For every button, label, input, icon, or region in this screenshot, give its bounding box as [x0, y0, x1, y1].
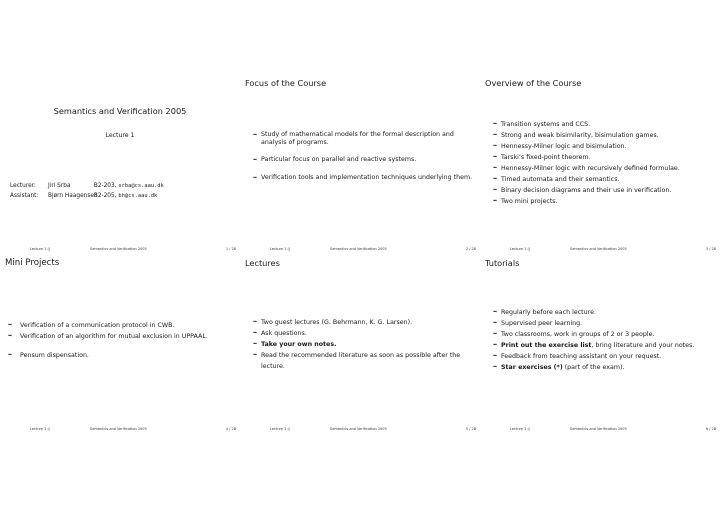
role-label: Lecturer:	[10, 183, 36, 189]
course-title: Semantics and Verification 2005	[53, 106, 187, 116]
footer-course: Semantics and Verification 2005	[570, 427, 627, 431]
person-name: Jiri Srba	[48, 183, 71, 189]
slide-heading: Focus of the Course	[245, 78, 327, 88]
arrow-bullet-icon: ➥	[493, 320, 498, 326]
room: B2-203,	[93, 183, 117, 189]
footer-page-number: 5 / 28	[465, 427, 476, 431]
arrow-bullet-icon: ➥	[493, 121, 498, 127]
footer-course: Semantics and Verification 2005	[90, 247, 147, 251]
list-item: ➥ Star exercises (*) (part of the exam).	[493, 364, 625, 371]
list-item: ➥ Take your own notes.	[253, 341, 337, 348]
arrow-bullet-icon: ➥	[8, 322, 13, 328]
list-item: ➥ Two mini projects.	[493, 198, 558, 205]
footer-course: Semantics and Verification 2005	[330, 427, 387, 431]
footer-lecture: Lecture 1 ()	[30, 427, 51, 431]
list-item: ➥ Verification of an algorithm for mutual exclusion in UPPAAL.	[8, 333, 208, 340]
arrow-bullet-icon: ➥	[253, 352, 258, 358]
footer-page-number: 6 / 28	[705, 427, 716, 431]
slide-lectures	[240, 255, 480, 431]
arrow-bullet-icon: ➥	[493, 198, 498, 204]
arrow-bullet-icon: ➥	[493, 154, 498, 160]
arrow-bullet-icon: ➥	[253, 157, 258, 163]
lecture-number: Lecture 1	[105, 132, 135, 139]
list-item: ➥ Print out the exercise list, bring literature and your notes.	[493, 342, 695, 349]
arrow-bullet-icon: ➥	[493, 132, 498, 138]
slide-overview	[480, 75, 720, 251]
list-item: ➥ Two classrooms, work in groups of 2 or 3 people.	[493, 331, 655, 338]
person-name: Bjørn Haagensen	[48, 193, 98, 199]
arrow-bullet-icon: ➥	[8, 333, 13, 339]
arrow-bullet-icon: ➥	[8, 352, 13, 358]
bullet-list	[240, 131, 478, 182]
slide-footer	[0, 427, 240, 435]
arrow-bullet-icon: ➥	[493, 331, 498, 337]
slide-focus	[240, 75, 480, 251]
email-link[interactable]: srba@cs.aau.dk	[118, 183, 164, 189]
assistant-row	[10, 191, 164, 201]
lecturer-row	[10, 181, 164, 191]
footer-course: Semantics and Verification 2005	[570, 247, 627, 251]
staff-list	[10, 181, 164, 201]
slide-mini-projects	[0, 255, 240, 431]
slide-footer	[480, 247, 720, 255]
list-item: ➥ Hennessy-Milner logic and bisimulation.	[493, 143, 627, 150]
arrow-bullet-icon: ➥	[253, 341, 258, 347]
slide-footer	[240, 247, 480, 255]
list-item: ➥ Verification tools and implementation techniques underlying them.	[253, 174, 473, 181]
slide-heading: Tutorials	[485, 258, 520, 268]
room: B2-205,	[93, 193, 117, 199]
slide-title	[0, 75, 240, 251]
role-label: Assistant:	[10, 193, 39, 199]
list-item: ➥ Particular focus on parallel and reactive systems.	[253, 156, 417, 163]
bullet-list	[480, 307, 718, 373]
slide-heading: Overview of the Course	[485, 78, 582, 88]
footer-page-number: 4 / 28	[225, 427, 236, 431]
footer-course: Semantics and Verification 2005	[330, 247, 387, 251]
arrow-bullet-icon: ➥	[493, 143, 498, 149]
footer-page-number: 3 / 28	[705, 247, 716, 251]
list-item: ➥ Binary decision diagrams and their use in verification.	[493, 187, 672, 194]
list-item: ➥ Pensum dispensation.	[8, 352, 89, 359]
list-item: ➥ Verification of a communication protocol in CWB.	[8, 322, 175, 329]
list-item: ➥ Supervised peer learning.	[493, 320, 583, 327]
list-item: ➥ Regularly before each lecture.	[493, 309, 596, 316]
arrow-bullet-icon: ➥	[253, 175, 258, 181]
arrow-bullet-icon: ➥	[253, 330, 258, 336]
slide-footer	[480, 427, 720, 435]
arrow-bullet-icon: ➥	[493, 353, 498, 359]
list-item: ➥ Study of mathematical models for the formal description and analysis of programs.	[253, 131, 454, 146]
arrow-bullet-icon: ➥	[253, 319, 258, 325]
list-item: ➥ Feedback from teaching assistant on your request.	[493, 353, 662, 360]
slide-footer	[240, 427, 480, 435]
arrow-bullet-icon: ➥	[493, 364, 498, 370]
list-item: ➥ Strong and weak bisimilarity, bisimulation games.	[493, 132, 659, 139]
arrow-bullet-icon: ➥	[253, 132, 258, 138]
slide-heading: Mini Projects	[5, 258, 60, 268]
list-item: ➥ Tarski’s fixed-point theorem.	[493, 154, 591, 161]
bullet-list	[480, 119, 718, 207]
list-item: ➥ Hennessy-Milner logic with recursively defined formulae.	[493, 165, 680, 172]
list-item: ➥ Read the recommended literature as soon as possible after the lecture.	[253, 352, 461, 370]
arrow-bullet-icon: ➥	[493, 176, 498, 182]
footer-page-number: 2 / 28	[465, 247, 476, 251]
footer-lecture: Lecture 1 ()	[510, 247, 531, 251]
footer-lecture: Lecture 1 ()	[270, 427, 291, 431]
footer-course: Semantics and Verification 2005	[90, 427, 147, 431]
bullet-list	[240, 317, 478, 372]
arrow-bullet-icon: ➥	[493, 165, 498, 171]
footer-lecture: Lecture 1 ()	[270, 247, 291, 251]
bullet-list	[0, 320, 238, 361]
arrow-bullet-icon: ➥	[493, 187, 498, 193]
email-link[interactable]: bh@cs.aau.dk	[118, 193, 158, 199]
slide-tutorials	[480, 255, 720, 431]
slide-heading: Lectures	[245, 258, 280, 268]
slide-footer	[0, 247, 240, 255]
arrow-bullet-icon: ➥	[493, 342, 498, 348]
footer-lecture: Lecture 1 ()	[510, 427, 531, 431]
footer-page-number: 1 / 28	[225, 247, 236, 251]
arrow-bullet-icon: ➥	[493, 309, 498, 315]
list-item: ➥ Two guest lectures (G. Behrmann, K. G. Larsen).	[253, 319, 413, 326]
list-item: ➥ Timed automata and their semantics.	[493, 176, 620, 183]
list-item: ➥ Transition systems and CCS.	[493, 121, 591, 128]
list-item: ➥ Ask questions.	[253, 330, 307, 337]
footer-lecture: Lecture 1 ()	[30, 247, 51, 251]
